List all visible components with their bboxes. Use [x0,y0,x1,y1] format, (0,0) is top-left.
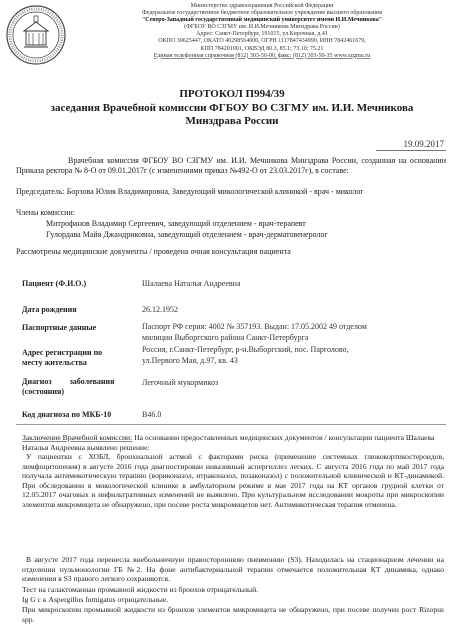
conclusion-paragraph-1: У пациентки с ХОБЛ, бронхиальной астмой с факторами риска (применение системных глюкокортикостероидов, лимфоцитопения) в августе 2016 года диагностирован инвазивный аспергиллез легких. С августа 2016 года по май 2017 года получала антимикотическую терапию (вориконазол, итраконазол, позаконазол) с положительной клинической и КТ-динамикой. При обследовании в микологической клинике в амбулаторном режиме в мае 2017 года на КТ органов грудной клетки от 12.05.2017 очаговых и инфильтративных изменений не выявлено. При культуральном исследовании мокроты при микроскопии элементов микромицета не обнаружено, при посеве роста микромицетов нет. Антимикотическая терапия отменена. [22,452,444,509]
ministry-line: Министерство здравоохранения Российской Федерации [190,3,334,9]
commission-intro: Врачебная комиссия ФГБОУ ВО СЗГМУ им. И.И. Мечникова Минздрава России, созданная на основании Приказа ректора № 8-О от 09.01.2017г (с изменениями приказ №492-О от 23.03.2017г), в составе: [16,156,446,176]
protocol-number: ПРОТОКОЛ П994/39 [179,88,285,100]
passport-label: Паспортные данные [22,323,97,332]
icd-code: B46.0 [142,410,162,419]
address-line-1: Россия, г.Санкт-Петербург, р-н.Выборгский, пос. Парголово, [142,345,349,354]
letterhead [70,3,454,60]
diagnosis-label-1: Диагноз заболевания [22,377,115,386]
conclusion-lead [22,433,444,452]
university-emblem-icon [5,4,67,66]
university-name: "Северо-Западный государственный медицинский университет имени И.И.Мечникова" [141,17,383,24]
contacts-line: Единая телефонная справочная (812) 303-50-00, факс: (812) 303-50-35 www.szgmu.ru [153,52,371,59]
microscopy-result: При микроскопии промывной жидкости из бронхов элементов микромицета не обнаружено, при посеве получен рост Rizopus spp. [22,605,444,624]
commission-member-2: Гулордава Майя Джандриковна, заведующий отделением - врач-дерматовенеролог [46,230,328,239]
dob-label: Дата рождения [22,305,77,314]
address-line-2: ул.Первого Мая, д.97, кв. 43 [142,356,238,365]
institution-line: Федеральное государственное бюджетное образовательное учреждение высшего образования [142,10,382,17]
date-underline [376,150,446,151]
address-line: Адрес: Санкт-Петербург, 191015, ул.Кирочная, д.41 [196,31,328,38]
diagnosis-label-2: (состояния) [22,387,64,396]
patient-name: Шалаева Наталья Андреевна [142,279,241,288]
conclusion-lead-text: На основании предоставленных медицинских документов / консультации пациента Шалаева Наталья Андреевна выявлено решение: [22,433,435,452]
protocol-subtitle-ministry: Минздрава России [185,115,279,127]
members-label: Члены комиссии: [16,208,75,217]
galactomannan-result: Тест на галактоманнан промывной жидкости из бронхов отрицательный. [22,585,259,594]
patient-name-label: Пациент (Ф.И.О.) [22,279,87,288]
protocol-subtitle: заседания Врачебной комиссии ФГБОУ ВО СЗГМУ им. И.И. Мечникова [50,101,414,114]
igg-result: Ig G с к Aspergillus fumigatus отрицательные. [22,595,169,604]
kpp-line: КПП 784201001, ОКВЭД 80.3, 85.1; 73.10; 75.21 [200,45,324,52]
conclusion-label: Заключение Врачебной комиссии: [22,433,133,442]
address-label-2: месту жительства [22,358,87,367]
conclusion-paragraph-2: В августе 2017 года перенесла внебольничную правостороннюю пневмонию (S3). Находилась на стационарном лечении на отделении пульмонологии ГБ №2. На фоне антибактериальной терапии отмечается положительная КТ динамика, однако изменения в S3 правого легкого сохраняются. [22,555,444,584]
protocol-date: 19.09.2017 [403,139,444,149]
commission-chair: Председатель: Борзова Юлия Владимировна, Заведующий микологической клиникой - врач - миколог [16,187,364,196]
icd-label: Код диагноза по МКБ-10 [22,410,112,419]
section-divider [16,424,446,425]
okpo-line: ОКПО 30625447, ОКАТО 40298564000, ОГРН 1117847434990, ИНН 7842461679, [158,38,366,45]
commission-member-1: Митрофанов Владимир Сергеевич, заведующий отделением - врач-терапевт [46,219,306,228]
diagnosis-value: Легочный мукормикоз [142,378,219,387]
university-short-name: (ФГБОУ ВО СЗГМУ им. И.И.Мечникова Минздрава России) [184,24,340,31]
passport-line-2: милиции Выборгского района Санкт-Петербурга [142,333,309,342]
documents-reviewed: Рассмотрены медицинские документы / проведена очная консультация пациента [16,247,291,256]
patient-dob: 26.12.1952 [142,305,178,314]
address-label-1: Адрес регистрации по [22,348,103,357]
passport-line-1: Паспорт РФ серия: 4002 № 357193. Выдан: 17.05.2002 49 отделом [142,322,367,331]
protocol-title [40,88,424,129]
